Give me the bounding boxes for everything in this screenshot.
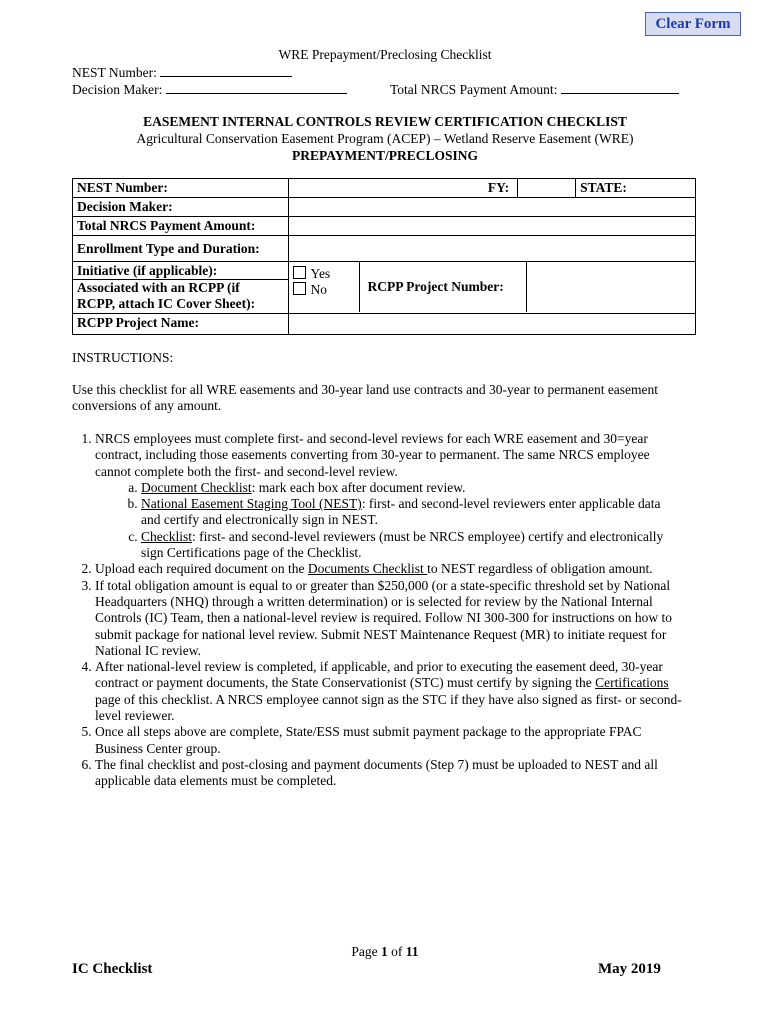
rcpp-options — [289, 262, 360, 312]
document-title: WRE Prepayment/Preclosing Checklist — [278, 47, 492, 62]
rcpp-question-line1: Associated with an RCPP (if — [77, 280, 240, 295]
rcpp-question-line2: RCPP, attach IC Cover Sheet): — [77, 296, 256, 311]
yes-label: Yes — [310, 266, 331, 281]
step-4 — [95, 659, 682, 724]
instructions-intro: Use this checklist for all WRE easements and 30-year land use contracts and 30-year to permanent easement conversions of any amount. — [72, 382, 659, 414]
fy-label: FY: — [288, 179, 518, 198]
step-1 — [95, 431, 682, 561]
no-label: No — [310, 282, 328, 297]
no-option[interactable] — [293, 282, 355, 298]
page-current: 1 — [381, 944, 388, 959]
step-5-text: Once all steps above are complete, State/ESS must submit payment package to the appropriate FPAC Business Center group. — [95, 724, 642, 756]
yes-checkbox[interactable] — [293, 266, 306, 279]
step-5 — [95, 724, 682, 757]
nest-link[interactable]: National Easement Staging Tool (NEST) — [141, 496, 362, 512]
step-2 — [95, 561, 682, 577]
footer-date: May 2019 — [598, 961, 661, 977]
decision-maker-field[interactable] — [166, 81, 347, 94]
total-payment-input[interactable] — [288, 217, 695, 236]
easement-info-table — [72, 178, 696, 335]
nest-number-label: NEST Number: — [72, 65, 157, 80]
rcpp-number-input[interactable] — [527, 262, 695, 312]
no-checkbox[interactable] — [293, 282, 306, 295]
fy-field[interactable] — [518, 179, 576, 198]
step-3-text: If total obligation amount is equal to or greater than $250,000 (or a state-specific threshold set by National Headquarters (NHQ) through a written determination) or is selected for review by the National Internal Controls (IC) Team, then a national-level review is required. Follow NI 300-300 for instructions on how to submit package for national level review. Submit NEST Maintenance Request (MR) to initiate request for National IC review. — [95, 577, 672, 658]
step-1a-text: : mark each box after document review. — [251, 479, 466, 495]
enrollment-input[interactable] — [288, 236, 695, 262]
enrollment-cell: Enrollment Type and Duration: — [73, 236, 289, 262]
checklist-link[interactable]: Checklist — [141, 528, 192, 544]
step-1a — [141, 480, 682, 496]
main-heading: EASEMENT INTERNAL CONTROLS REVIEW CERTIFICATION CHECKLIST — [143, 114, 627, 129]
decision-maker-cell: Decision Maker: — [73, 198, 289, 217]
step-2-pre: Upload each required document on the — [95, 561, 308, 577]
total-payment-field[interactable] — [561, 81, 679, 94]
of-word: of — [391, 944, 403, 959]
step-1c-text: : first- and second-level reviewers (must be NRCS employee) certify and electronically sign Certifications page of the Checklist. — [141, 528, 664, 561]
step-3 — [95, 578, 682, 659]
footer-left: IC Checklist — [72, 961, 153, 977]
nest-number-field[interactable] — [160, 64, 292, 77]
step-2-post: to NEST regardless of obligation amount. — [427, 561, 653, 577]
initiative-text: Initiative (if applicable): — [77, 263, 218, 278]
certifications-link[interactable]: Certifications — [595, 675, 669, 691]
page-word: Page — [351, 944, 378, 959]
step-1b — [141, 496, 682, 529]
step-6 — [95, 757, 682, 790]
initiative-rcpp-cell — [288, 262, 695, 314]
step-1b-text: : first- and second-level reviewers enter applicable data and certify and electronically sign in NEST. — [141, 496, 661, 528]
step-4-pre: After national-level review is completed, if applicable, and prior to executing the easement deed, 30-year contract or payment documents, the State Conservationist (STC) must certify by signing the — [95, 659, 663, 691]
rcpp-name-input[interactable] — [288, 314, 695, 335]
section-heading: PREPAYMENT/PRECLOSING — [291, 148, 479, 163]
yes-option[interactable] — [293, 266, 355, 282]
decision-maker-line — [72, 81, 347, 98]
decision-maker-input[interactable] — [288, 198, 695, 217]
instructions-heading: INSTRUCTIONS: — [72, 350, 174, 365]
page-total: 11 — [405, 944, 419, 959]
state-field[interactable]: STATE: — [576, 179, 696, 198]
step-1c — [141, 529, 682, 562]
rcpp-number-label: RCPP Project Number: — [360, 262, 527, 312]
documents-checklist-link[interactable]: Documents Checklist — [307, 561, 428, 577]
instructions-steps — [72, 431, 682, 790]
step-4-post: page of this checklist. A NRCS employee cannot sign as the STC if they have also signed as first- or second-level reviewer. — [95, 691, 682, 724]
program-subheading: Agricultural Conservation Easement Program (ACEP) – Wetland Reserve Easement (WRE) — [136, 131, 634, 146]
total-payment-line — [390, 81, 679, 98]
initiative-label — [73, 262, 289, 280]
decision-maker-label: Decision Maker: — [72, 82, 163, 97]
page-number — [0, 944, 770, 960]
total-payment-label: Total NRCS Payment Amount: — [390, 82, 558, 97]
nest-number-cell: NEST Number: — [73, 179, 289, 198]
nest-number-line — [72, 64, 292, 81]
step-1-text: NRCS employees must complete first- and second-level reviews for each WRE easement and 30=year contract, including those easements converting from 30-year to permanent. The same NRCS employee cannot complete both the first- and second-level review. — [95, 431, 650, 479]
rcpp-question-cell — [73, 280, 289, 314]
rcpp-name-cell: RCPP Project Name: — [73, 314, 289, 335]
document-checklist-link[interactable]: Document Checklist — [141, 479, 252, 495]
step-6-text: The final checklist and post-closing and payment documents (Step 7) must be uploaded to NEST and all applicable data elements must be completed. — [95, 756, 658, 789]
clear-form-button[interactable]: Clear Form — [645, 12, 741, 36]
total-payment-cell: Total NRCS Payment Amount: — [73, 217, 289, 236]
